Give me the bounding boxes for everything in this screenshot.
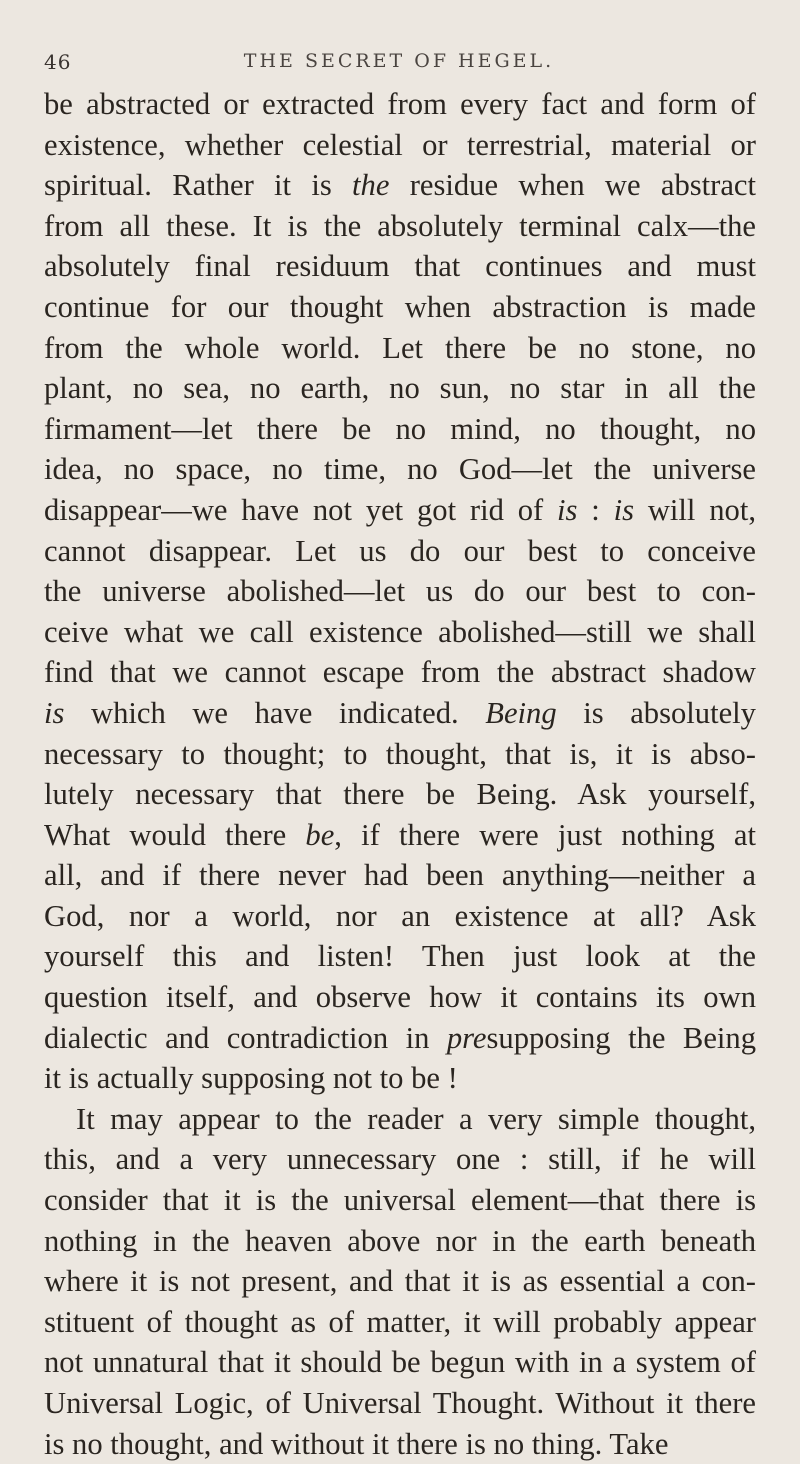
text-line: existence, whether celestial or terrestrial, material or [44,127,756,162]
text-line: is no thought, and without it there is no thing. Take [44,1426,669,1461]
page-number: 46 [44,50,72,74]
text-line: stituent of thought as of matter, it will probably appear [44,1304,756,1339]
text-line: this, and a very unnecessary one : still, if he will [44,1142,756,1177]
running-head: THE SECRET OF HEGEL. [243,50,555,72]
text-line: ceive what we call existence abolished—still we shall [44,614,756,649]
text-line: find that we cannot escape from the abstract shadow [44,655,756,690]
text-line: is which we have indicated. Being is absolutely [44,695,756,730]
text-line: idea, no space, no time, no God—let the universe [44,452,756,487]
text-line: It may appear to the reader a very simple thought, [76,1101,756,1136]
text-line: from all these. It is the absolutely terminal calx—the [44,208,756,243]
text-line: absolutely final residuum that continues and must [44,249,756,284]
text-line: yourself this and listen! Then just look at the [44,939,756,974]
text-line: question itself, and observe how it contains its own [44,980,756,1015]
text-line: from the whole world. Let there be no stone, no [44,330,756,365]
text-line: God, nor a world, nor an existence at all? Ask [44,898,756,933]
page-header [44,50,754,80]
text-line: What would there be, if there were just nothing at [44,817,757,852]
text-line: not unnatural that it should be begun with in a system of [44,1345,756,1380]
text-line: lutely necessary that there be Being. Ask yourself, [44,777,756,812]
text-line: plant, no sea, no earth, no sun, no star in all the [44,371,756,406]
text-line: be abstracted or extracted from every fact and form of [44,87,756,121]
text-line: dialectic and contradiction in presupposing the Being [44,1020,756,1055]
text-line: where it is not present, and that it is as essential a con- [44,1264,756,1299]
text-line: the universe abolished—let us do our best to con- [44,574,756,609]
text-line: it is actually supposing not to be ! [44,1061,458,1096]
text-line: disappear—we have not yet got rid of is : is will not, [44,492,757,527]
text-line: all, and if there never had been anything—neither a [44,858,756,893]
text-line: necessary to thought; to thought, that is, it is abso- [44,736,756,771]
text-line: nothing in the heaven above nor in the earth beneath [44,1223,756,1258]
text-line: continue for our thought when abstraction is made [44,289,756,324]
text-line: firmament—let there be no mind, no thought, no [44,411,756,446]
text-line: cannot disappear. Let us do our best to conceive [44,533,756,568]
text-line: spiritual. Rather it is the residue when we abstract [44,168,756,203]
text-line: Universal Logic, of Universal Thought. Without it there [44,1386,756,1420]
text-line: consider that it is the universal element—that there is [44,1183,756,1218]
body-text [44,84,756,1464]
